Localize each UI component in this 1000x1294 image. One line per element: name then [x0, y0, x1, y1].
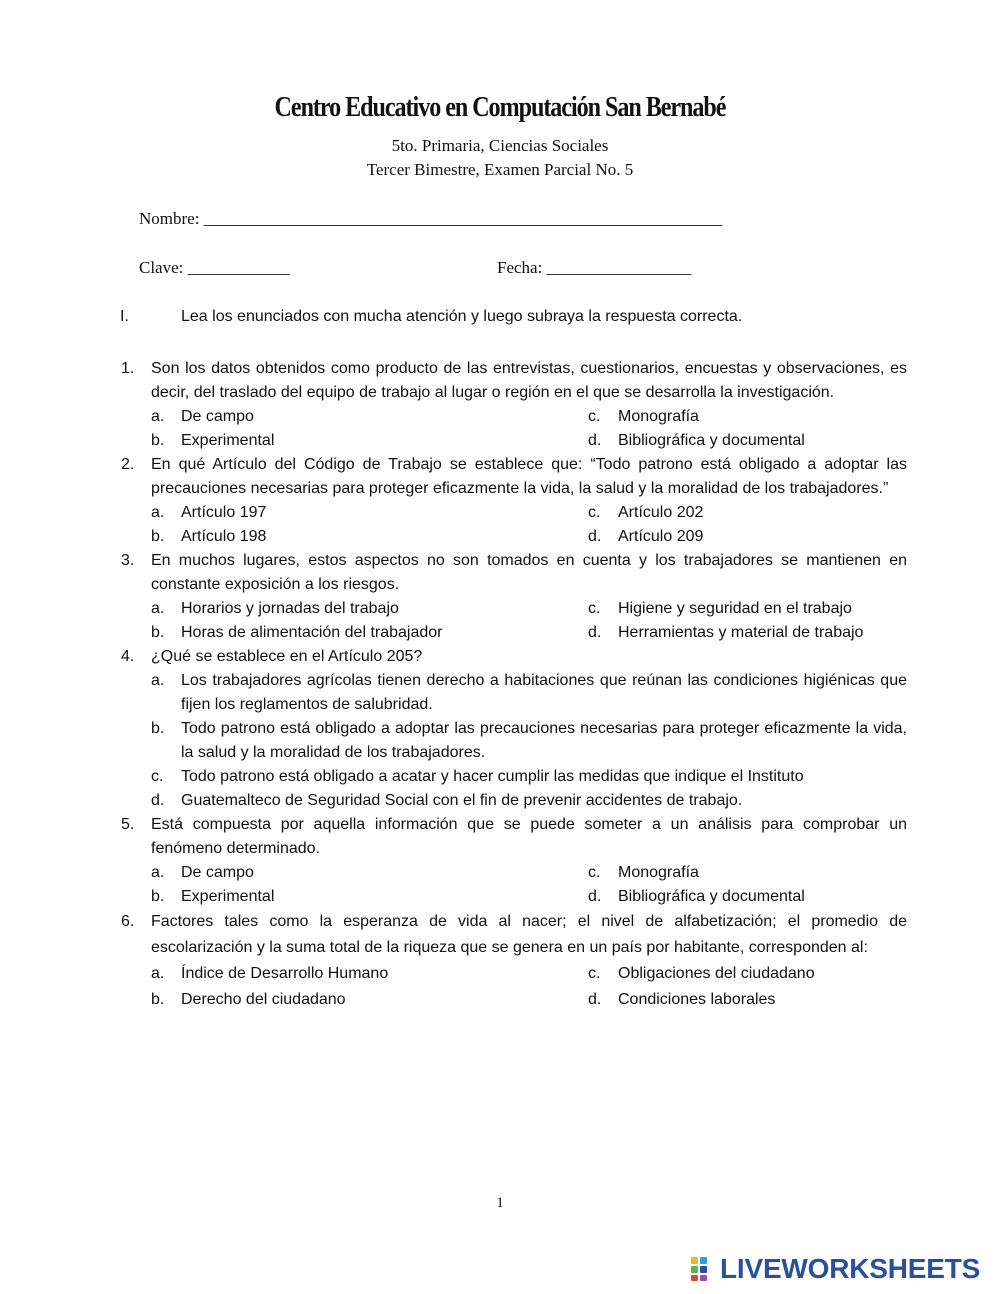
- option-letter: b.: [151, 991, 165, 1008]
- option-text: Higiene y seguridad en el trabajo: [618, 600, 852, 617]
- option-letter: b.: [151, 720, 165, 737]
- answer-option[interactable]: [588, 987, 907, 1013]
- question-number: 5.: [121, 816, 135, 833]
- document-subtitle-course: 5to. Primaria, Ciencias Sociales: [391, 136, 609, 155]
- question-item: [121, 813, 907, 909]
- document-title: Centro Educativo en Computación San Bernabé: [274, 92, 726, 123]
- question-text: En qué Artículo del Código de Trabajo se establece que: “Todo patrono está obligado a adoptar las precauciones necesarias para proteger eficazmente la vida, la salud y la moralidad de los trabajadores.”: [151, 456, 907, 497]
- option-text: Condiciones laborales: [618, 991, 776, 1008]
- answer-option[interactable]: [151, 501, 588, 525]
- option-letter: c.: [588, 864, 601, 881]
- clave-field[interactable]: Clave: ____________: [139, 258, 290, 277]
- option-list: [151, 961, 907, 1013]
- question-text: Son los datos obtenidos como producto de las entrevistas, cuestionarios, encuestas y observaciones, es decir, del traslado del equipo de trabajo al lugar o región en el que se desarrolla la investigación.: [151, 360, 907, 401]
- fecha-field[interactable]: Fecha: _________________: [497, 258, 692, 277]
- option-letter: a.: [151, 965, 165, 982]
- option-list: [151, 405, 907, 453]
- answer-option[interactable]: [151, 961, 588, 987]
- answer-option[interactable]: [151, 885, 588, 909]
- option-text: Todo patrono está obligado a acatar y hacer cumplir las medidas que indique el Instituto: [181, 768, 804, 785]
- question-item: [121, 645, 907, 813]
- option-letter: d.: [588, 432, 602, 449]
- question-text: Factores tales como la esperanza de vida al nacer; el nivel de alfabetización; el promedio de escolarización y la suma total de la riqueza que se genera en un país por habitante, corresponden al:: [151, 913, 907, 956]
- answer-option[interactable]: [588, 885, 907, 909]
- option-list: [151, 597, 907, 645]
- answer-option[interactable]: [151, 405, 588, 429]
- answer-option[interactable]: [588, 405, 907, 429]
- option-letter: b.: [151, 528, 165, 545]
- option-text: Guatemalteco de Seguridad Social con el fin de prevenir accidentes de trabajo.: [181, 792, 743, 809]
- option-text: Bibliográfica y documental: [618, 432, 805, 449]
- option-text: Herramientas y material de trabajo: [618, 624, 864, 641]
- option-letter: c.: [588, 504, 601, 521]
- answer-option[interactable]: [151, 789, 907, 813]
- option-letter: c.: [588, 600, 601, 617]
- option-text: Derecho del ciudadano: [181, 991, 346, 1008]
- instruction-text: Lea los enunciados con mucha atención y luego subraya la respuesta correcta.: [181, 308, 743, 325]
- answer-option[interactable]: [588, 597, 907, 621]
- answer-option[interactable]: [151, 597, 588, 621]
- question-item: [121, 549, 907, 645]
- option-text: Índice de Desarrollo Humano: [181, 965, 389, 982]
- option-list: [151, 669, 907, 813]
- answer-option[interactable]: [151, 525, 588, 549]
- option-text: Obligaciones del ciudadano: [618, 965, 815, 982]
- question-item: [121, 909, 907, 1013]
- option-text: Bibliográfica y documental: [618, 888, 805, 905]
- answer-option[interactable]: [151, 861, 588, 885]
- option-list: [151, 861, 907, 909]
- question-list: [121, 357, 907, 1013]
- option-text: Experimental: [181, 432, 275, 449]
- answer-option[interactable]: [151, 621, 588, 645]
- question-item: [121, 453, 907, 549]
- answer-option[interactable]: [151, 669, 907, 717]
- option-list: [151, 501, 907, 549]
- answer-option[interactable]: [588, 861, 907, 885]
- answer-option[interactable]: [151, 765, 907, 789]
- option-text: Los trabajadores agrícolas tienen derecho a habitaciones que reúnan las condiciones higiénicas que fijen los reglamentos de salubridad.: [181, 672, 907, 713]
- liveworksheets-logo-icon: [690, 1256, 716, 1282]
- option-text: De campo: [181, 864, 254, 881]
- option-letter: a.: [151, 504, 165, 521]
- option-text: Monografía: [618, 408, 699, 425]
- question-text: Está compuesta por aquella información que se puede someter a un análisis para comprobar un fenómeno determinado.: [151, 816, 907, 857]
- option-text: Artículo 198: [181, 528, 267, 545]
- question-number: 4.: [121, 648, 135, 665]
- option-letter: d.: [588, 624, 602, 641]
- option-text: Todo patrono está obligado a adoptar las precauciones necesarias para proteger eficazmente la vida, la salud y la moralidad de los trabajadores.: [181, 720, 907, 761]
- option-letter: b.: [151, 624, 165, 641]
- question-number: 2.: [121, 456, 135, 473]
- option-letter: a.: [151, 864, 165, 881]
- answer-option[interactable]: [588, 429, 907, 453]
- option-letter: b.: [151, 888, 165, 905]
- option-letter: a.: [151, 408, 165, 425]
- question-item: [121, 357, 907, 453]
- answer-option[interactable]: [151, 717, 907, 765]
- question-number: 1.: [121, 360, 135, 377]
- option-text: De campo: [181, 408, 254, 425]
- option-letter: a.: [151, 600, 165, 617]
- answer-option[interactable]: [588, 621, 907, 645]
- liveworksheets-logo: [690, 1254, 980, 1284]
- page-number: 1: [496, 1195, 504, 1211]
- liveworksheets-logo-text: LIVEWORKSHEETS: [720, 1253, 981, 1284]
- option-letter: c.: [588, 965, 601, 982]
- option-letter: d.: [588, 991, 602, 1008]
- option-text: Experimental: [181, 888, 275, 905]
- nombre-field[interactable]: Nombre: _____________________________________________________________: [139, 209, 723, 228]
- option-text: Monografía: [618, 864, 699, 881]
- option-letter: a.: [151, 672, 165, 689]
- answer-option[interactable]: [588, 501, 907, 525]
- option-letter: d.: [588, 888, 602, 905]
- question-text: En muchos lugares, estos aspectos no son tomados en cuenta y los trabajadores se mantienen en constante exposición a los riesgos.: [151, 552, 907, 593]
- option-text: Horas de alimentación del trabajador: [181, 624, 443, 641]
- answer-option[interactable]: [151, 429, 588, 453]
- option-text: Artículo 209: [618, 528, 704, 545]
- option-letter: c.: [151, 768, 164, 785]
- answer-option[interactable]: [151, 987, 588, 1013]
- instruction-number: I.: [120, 308, 129, 325]
- option-text: Horarios y jornadas del trabajo: [181, 600, 399, 617]
- question-text: ¿Qué se establece en el Artículo 205?: [151, 648, 423, 665]
- document-subtitle-exam: Tercer Bimestre, Examen Parcial No. 5: [366, 160, 634, 179]
- answer-option[interactable]: [588, 961, 907, 987]
- option-text: Artículo 197: [181, 504, 267, 521]
- question-number: 6.: [121, 913, 135, 930]
- option-letter: d.: [151, 792, 165, 809]
- option-text: Artículo 202: [618, 504, 704, 521]
- option-letter: b.: [151, 432, 165, 449]
- answer-option[interactable]: [588, 525, 907, 549]
- option-letter: c.: [588, 408, 601, 425]
- option-letter: d.: [588, 528, 602, 545]
- question-number: 3.: [121, 552, 135, 569]
